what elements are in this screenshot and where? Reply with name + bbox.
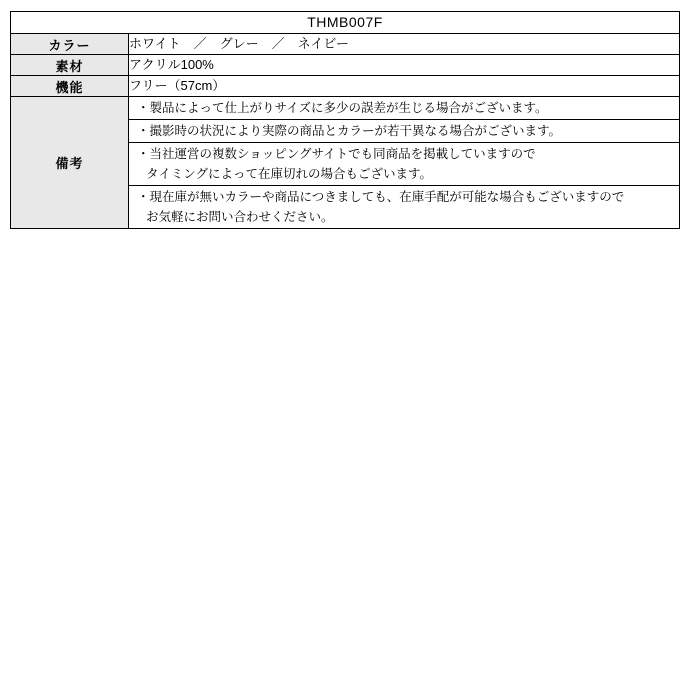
list-item bbox=[129, 120, 679, 143]
list-item bbox=[129, 143, 679, 186]
product-code: THMB007F bbox=[11, 12, 680, 34]
note-text: ・製品によって仕上がりサイズに多少の誤差が生じる場合がございます。 bbox=[137, 101, 548, 115]
note-text-continued: お気軽にお問い合わせください。 bbox=[146, 210, 334, 224]
table-row bbox=[11, 76, 680, 97]
note-text: ・当社運営の複数ショッピングサイトでも同商品を掲載していますので bbox=[137, 147, 536, 161]
row-label-function: 機能 bbox=[11, 76, 129, 97]
row-value-function: フリー（57cm） bbox=[129, 76, 680, 97]
row-value-material: アクリル100% bbox=[129, 55, 680, 76]
product-spec-table bbox=[10, 11, 680, 229]
row-label-color: カラー bbox=[11, 34, 129, 55]
table-row-title bbox=[11, 12, 680, 34]
note-text-continued: タイミングによって在庫切れの場合もございます。 bbox=[146, 167, 433, 181]
table-row-notes bbox=[11, 97, 680, 229]
note-text: ・撮影時の状況により実際の商品とカラーが若干異なる場合がございます。 bbox=[137, 124, 562, 138]
table-row bbox=[11, 55, 680, 76]
row-value-color: ホワイト ／ グレー ／ ネイビー bbox=[129, 34, 680, 55]
row-value-notes bbox=[129, 97, 680, 229]
table-row bbox=[11, 34, 680, 55]
list-item bbox=[129, 97, 679, 120]
list-item bbox=[129, 186, 679, 228]
note-text: ・現在庫が無いカラーや商品につきましても、在庫手配が可能な場合もございますので bbox=[137, 190, 625, 204]
notes-list bbox=[129, 97, 679, 228]
row-label-material: 素材 bbox=[11, 55, 129, 76]
row-label-notes: 備考 bbox=[11, 97, 129, 229]
